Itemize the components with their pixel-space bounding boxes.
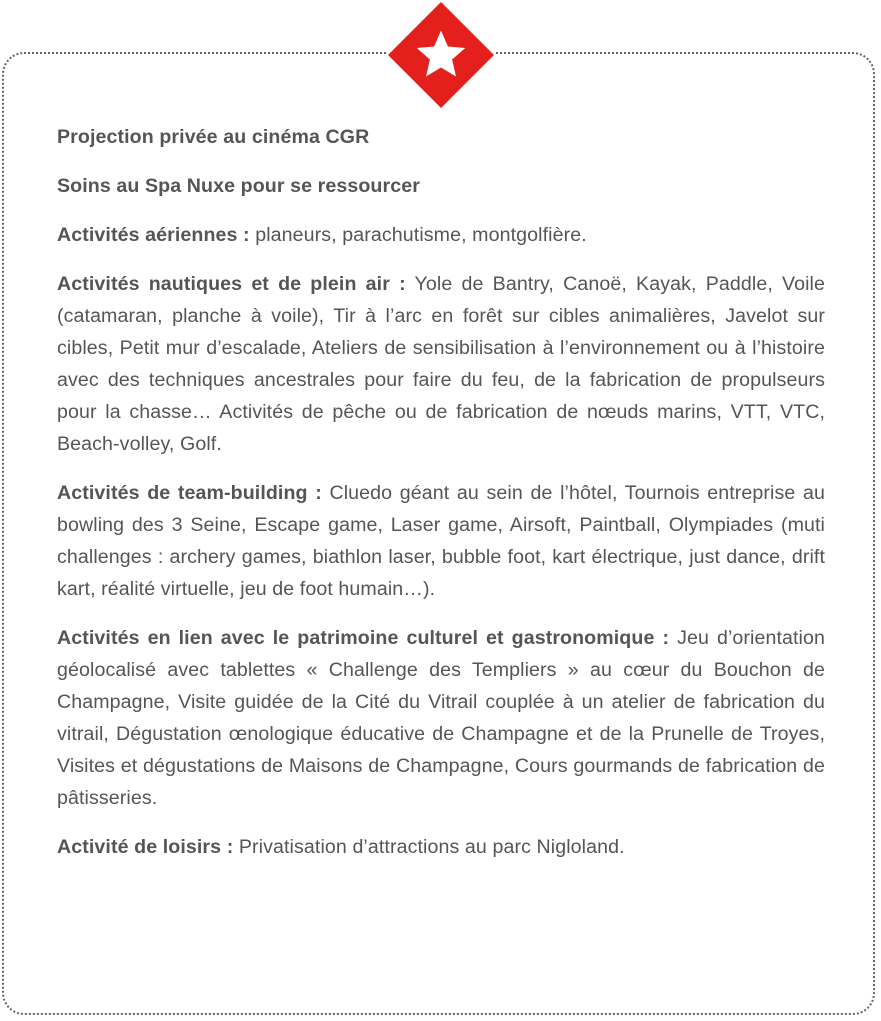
activity-label: Activités aériennes : (57, 224, 250, 246)
activity-paragraph (57, 121, 825, 153)
star-icon (386, 0, 496, 110)
activities-list (57, 121, 825, 880)
activity-label: Activités de team-building : (57, 482, 322, 504)
activity-text: Privatisation d’attractions au parc Nigloland. (233, 836, 625, 858)
activity-paragraph (57, 622, 825, 814)
activity-text: planeurs, parachutisme, montgolfière. (249, 224, 587, 246)
activity-paragraph (57, 170, 825, 202)
activity-paragraph (57, 477, 825, 605)
activity-label: Soins au Spa Nuxe pour se ressourcer (57, 175, 420, 197)
activity-text: Jeu d’orientation géolocalisé avec tablettes « Challenge des Templiers » au cœur du Bouchon de Champagne, Visite guidée de la Cité du Vitrail couplée à un atelier de fabrication du vitrail, Dégustation œnologique éducative de Champagne et de la Prunelle de Troyes, Visites et dégustations de Maisons de Champagne, Cours gourmands de fabrication de pâtisseries. (57, 627, 826, 809)
activity-paragraph (57, 831, 825, 863)
activity-text: Yole de Bantry, Canoë, Kayak, Paddle, Voile (catamaran, planche à voile), Tir à l’arc en forêt sur cibles animalières, Javelot sur cibles, Petit mur d’escalade, Ateliers de sensibilisation à l’environnement ou à l’histoire avec des techniques ancestrales pour faire du feu, de la fabrication de propulseurs pour la chasse… Activités de pêche ou de fabrication de nœuds marins, VTT, VTC, Beach-volley, Golf. (57, 273, 825, 455)
activity-label: Activités en lien avec le patrimoine culturel et gastronomique : (57, 627, 670, 649)
activity-label: Activités nautiques et de plein air : (57, 273, 406, 295)
activity-text: Cluedo géant au sein de l’hôtel, Tournois entreprise au bowling des 3 Seine, Escape game, Laser game, Airsoft, Paintball, Olympiades (muti challenges : archery games, biathlon laser, bubble foot, kart électrique, just dance, drift kart, réalité virtuelle, jeu de foot humain…). (57, 482, 825, 600)
star-badge (386, 0, 496, 110)
activity-label: Activité de loisirs : (57, 836, 234, 858)
activity-label: Projection privée au cinéma CGR (57, 126, 370, 148)
activity-paragraph (57, 219, 825, 251)
activity-paragraph (57, 268, 825, 460)
